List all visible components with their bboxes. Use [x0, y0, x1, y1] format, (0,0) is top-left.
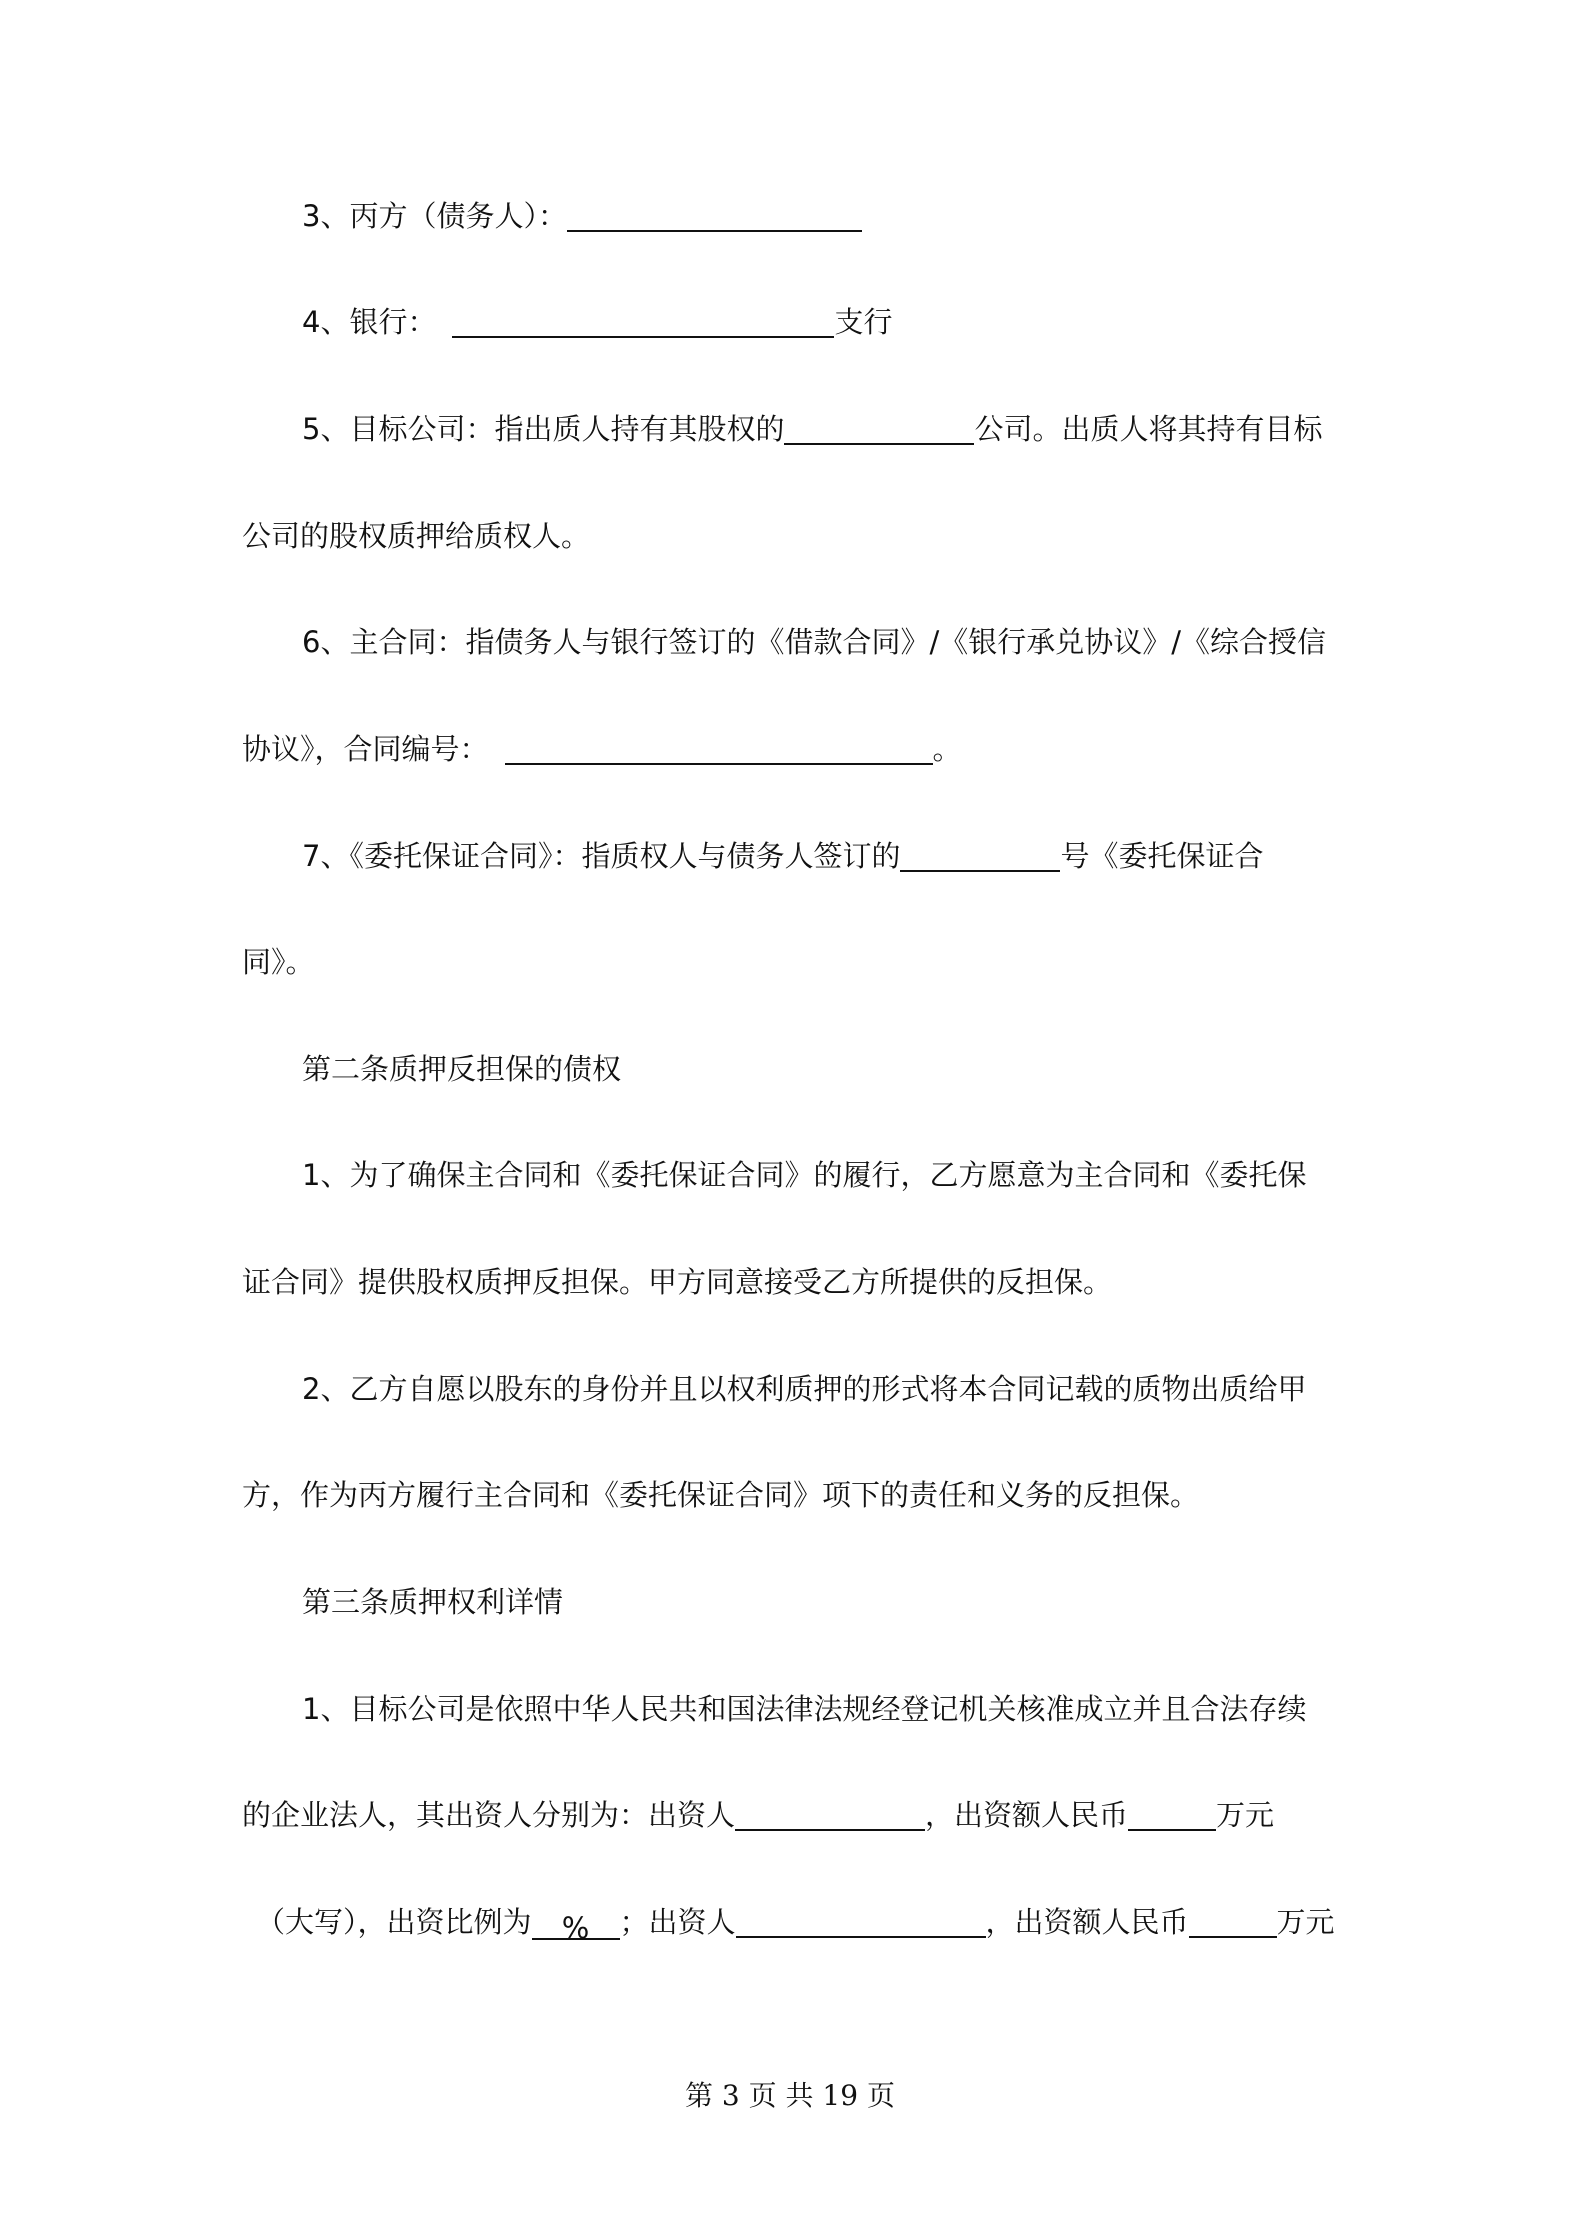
clause-line-3 — [302, 196, 862, 236]
blank-underline — [736, 1906, 986, 1938]
clause-text: （大写），出资比例为 — [256, 1905, 532, 1939]
clause-text: 6、主合同：指债务人与银行签订的《借款合同》/《银行承兑协议》/《综合授信 — [302, 625, 1326, 659]
percent-sign: % — [561, 1911, 590, 1945]
blank-underline — [1128, 1799, 1216, 1831]
clause-text: ；出资人 — [619, 1905, 736, 1939]
clause-text: 7、《委托保证合同》：指质权人与债务人签订的 — [302, 839, 901, 873]
clause-line-3-1-cont — [242, 1795, 1274, 1835]
clause-text: 1、目标公司是依照中华人民共和国法律法规经登记机关核准成立并且合法存续 — [302, 1692, 1307, 1726]
blank-underline — [900, 840, 1060, 872]
clause-line-2-1 — [302, 1155, 1306, 1195]
clause-line-3-1-cont2 — [256, 1902, 1335, 1945]
heading-text: 第三条质押权利详情 — [302, 1585, 564, 1619]
clause-text: ，出资额人民币 — [925, 1798, 1129, 1832]
clause-text: 万元 — [1216, 1798, 1275, 1832]
clause-line-6 — [302, 622, 1326, 662]
clause-line-3-1 — [302, 1689, 1306, 1729]
clause-line-2-2-cont — [242, 1475, 1199, 1515]
clause-text: 万元 — [1276, 1905, 1335, 1939]
article-heading-3 — [302, 1582, 563, 1622]
clause-text: 公司。出质人将其持有目标 — [974, 412, 1323, 446]
blank-underline — [452, 306, 834, 338]
clause-text: 3、丙方（债务人）： — [302, 199, 567, 233]
clause-line-7 — [302, 836, 1263, 876]
clause-text: 公司的股权质押给质权人。 — [242, 519, 591, 553]
clause-line-5-cont — [242, 516, 590, 556]
blank-underline — [735, 1799, 925, 1831]
clause-text: 协议》，合同编号： — [242, 732, 489, 766]
clause-text: 。 — [932, 732, 962, 766]
clause-text: 5、目标公司：指出质人持有其股权的 — [302, 412, 785, 446]
blank-underline — [784, 413, 974, 445]
heading-text: 第二条质押反担保的债权 — [302, 1052, 622, 1086]
blank-underline — [567, 200, 862, 232]
clause-text: 2、乙方自愿以股东的身份并且以权利质押的形式将本合同记载的质物出质给甲 — [302, 1372, 1307, 1406]
blank-underline — [1189, 1906, 1277, 1938]
clause-line-7-cont — [242, 942, 315, 982]
clause-line-6-cont — [242, 729, 962, 769]
article-heading-2 — [302, 1049, 621, 1089]
page-number-footer: 第 3 页 共 19 页 — [685, 2079, 895, 2112]
clause-text: 同》。 — [242, 945, 315, 979]
clause-line-2-1-cont — [242, 1262, 1112, 1302]
clause-text: 的企业法人，其出资人分别为：出资人 — [242, 1798, 736, 1832]
clause-text: 支行 — [834, 305, 893, 339]
percent-blank — [532, 1908, 620, 1945]
clause-text: 4、银行： — [302, 305, 437, 339]
clause-text: 方，作为丙方履行主合同和《委托保证合同》项下的责任和义务的反担保。 — [242, 1478, 1200, 1512]
clause-line-4 — [302, 302, 892, 342]
clause-line-5 — [302, 409, 1322, 449]
clause-text: 证合同》提供股权质押反担保。甲方同意接受乙方所提供的反担保。 — [242, 1265, 1113, 1299]
clause-text: ，出资额人民币 — [985, 1905, 1189, 1939]
clause-text: 1、为了确保主合同和《委托保证合同》的履行，乙方愿意为主合同和《委托保 — [302, 1158, 1307, 1192]
blank-underline — [505, 733, 933, 765]
clause-text: 号《委托保证合 — [1060, 839, 1264, 873]
clause-line-2-2 — [302, 1369, 1306, 1409]
